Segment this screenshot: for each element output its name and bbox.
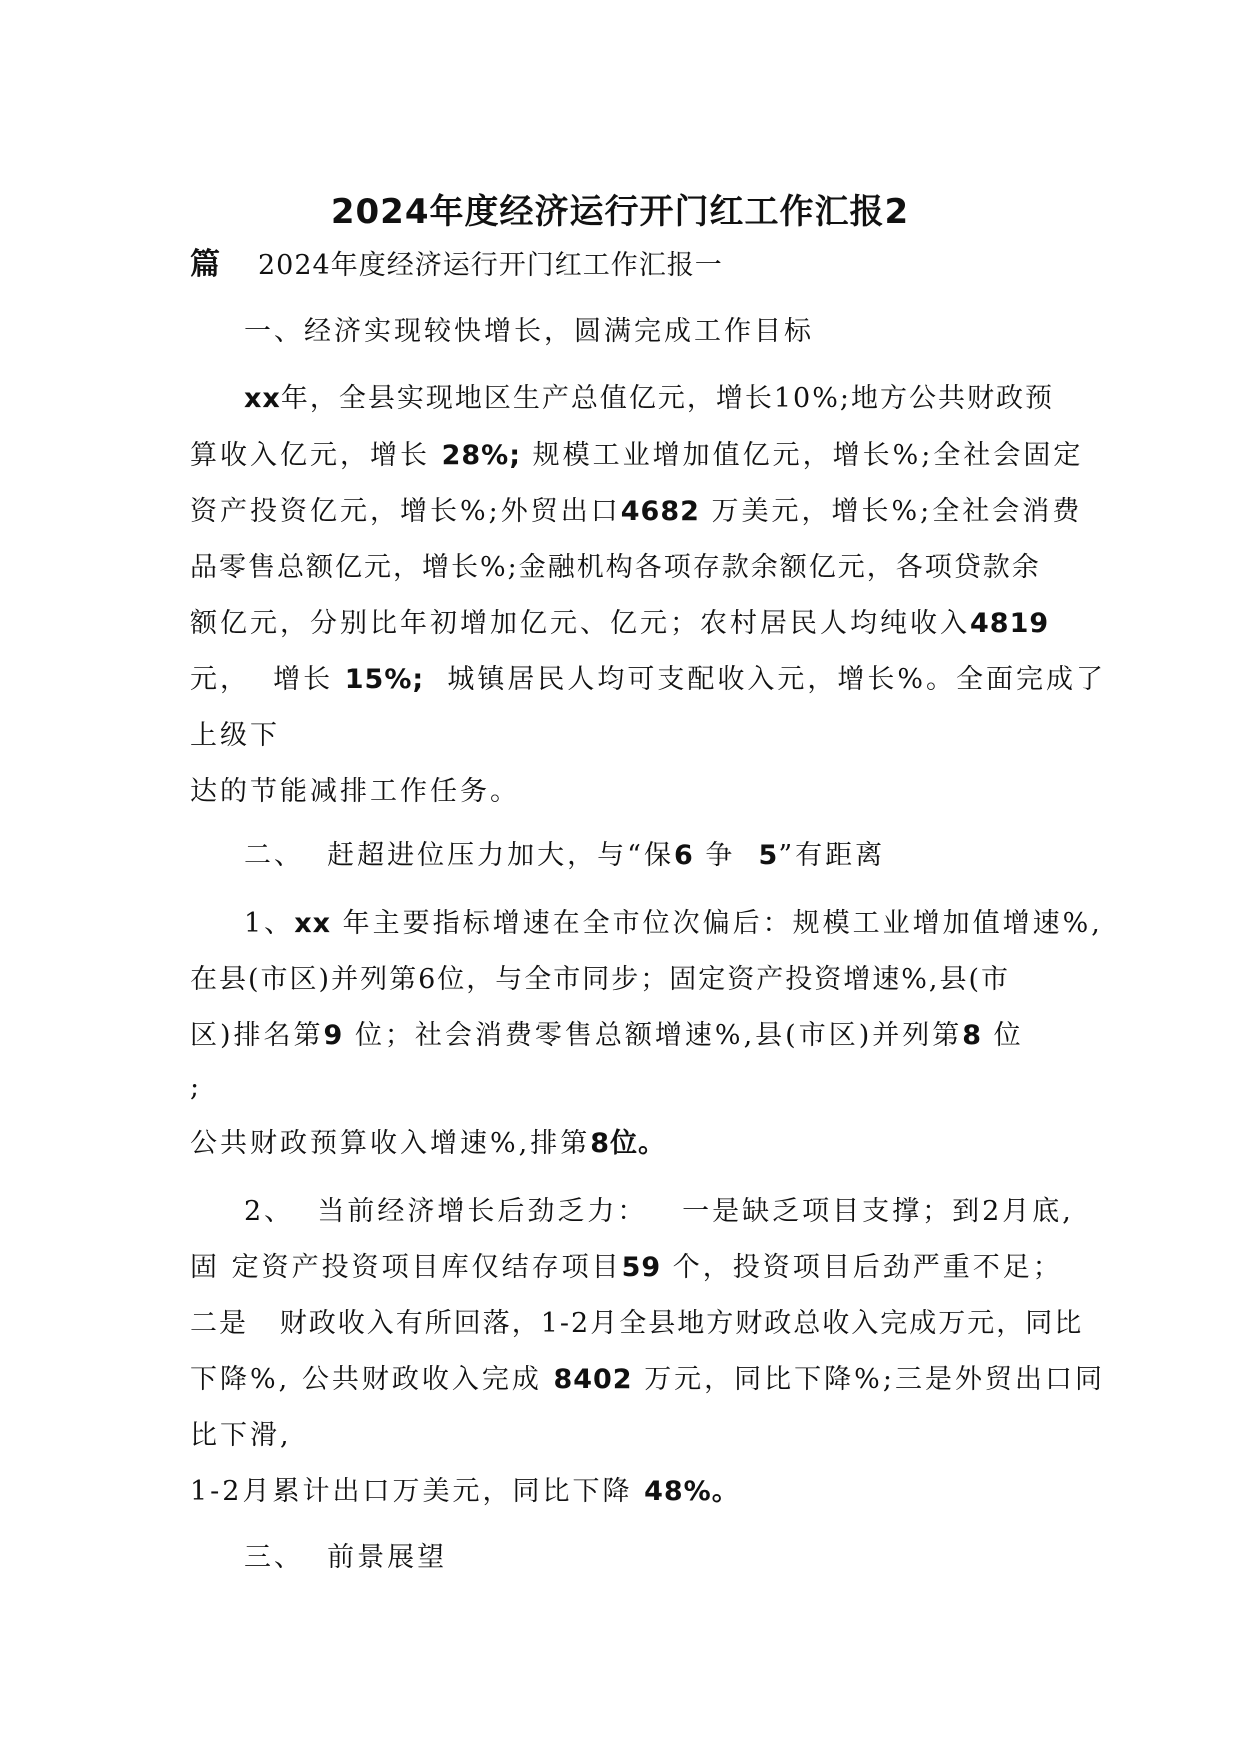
text-run: 资产投资亿元，增长%;外贸出口 (190, 496, 621, 527)
text-bold: 48%。 (644, 1476, 740, 1507)
subtitle: 2024年度经济运行开门红工作汇报一 (258, 250, 723, 281)
text-bold: 6 (673, 840, 694, 871)
section-2-heading (244, 842, 885, 869)
text-run: 城镇居民人均可支配收入元，增长%。全面完成了 (447, 664, 1107, 695)
text-run: 二、 (244, 840, 304, 871)
text-bold: 9 (323, 1020, 344, 1051)
text-run: 位；社会消费零售总额增速%,县(市区)并列第 (354, 1020, 963, 1051)
text-bold: 4682 (620, 496, 700, 527)
text-run: 二是 (190, 1308, 248, 1339)
subtitle-mark: 篇 (190, 247, 220, 282)
text-run: 争 (705, 840, 736, 871)
text-run: 万美元，增长%;全社会消费 (711, 496, 1083, 527)
text-run: 定资产投资项目库仅结存项目 (231, 1252, 622, 1283)
section-2-para-2-line-4 (190, 1366, 1105, 1393)
text-run: 增长 (273, 664, 334, 695)
section-2-para-1-line-2: 在县(市区)并列第6位，与全市同步；固定资产投资增速%,县(市 (190, 964, 1011, 995)
text-bold: 4819 (970, 608, 1050, 639)
text-run: 1-2月累计出口万美元，同比下降 (190, 1476, 633, 1507)
text-run: 算收入亿元，增长 (190, 440, 430, 471)
text-run: 固 (190, 1252, 220, 1283)
section-2-para-2-line-6 (190, 1478, 740, 1505)
text-run: 公共财政收入完成 (301, 1364, 542, 1395)
text-run: 财政收入有所回落，1-2月全县地方财政总收入完成万元，同比 (279, 1308, 1084, 1339)
text-run: 公共财政预算收入增速%,排第 (190, 1128, 591, 1159)
text-run: 个，投资项目后劲严重不足； (672, 1252, 1063, 1283)
section-1-line-4: 品零售总额亿元，增长%;金融机构各项存款余额亿元，各项贷款余 (190, 552, 1041, 583)
text-run: 赶超进位压力加大，与“保 (327, 840, 674, 871)
text-run: 前景展望 (327, 1542, 448, 1573)
section-1-heading: 一、经济实现较快增长，圆满完成工作目标 (244, 316, 814, 347)
text-bold: 8位。 (590, 1128, 667, 1159)
text-run: 区)排名第 (190, 1020, 324, 1051)
text-bold: xx (294, 908, 332, 939)
section-2-para-1-line-4: ; (190, 1072, 203, 1103)
text-run: 下降%, (190, 1364, 291, 1395)
text-run: 一是缺乏项目支撑；到2月底, (682, 1196, 1074, 1227)
text-bold: 8 (962, 1020, 983, 1051)
text-run: ”有距离 (778, 840, 886, 871)
text-bold: xx (244, 383, 281, 414)
text-bold: 59 (621, 1252, 662, 1283)
text-run: 万元，同比下降%;三是外贸出口同 (644, 1364, 1105, 1395)
text-run: 三、 (244, 1542, 304, 1573)
text-run: 规模工业增加值亿元，增长%;全社会固定 (532, 440, 1084, 471)
section-1-line-2 (190, 442, 1083, 469)
section-1-line-7: 上级下 (190, 720, 280, 751)
section-2-para-2-line-1 (244, 1198, 1074, 1225)
text-run: 年主要指标增速在全市位次偏后：规模工业增加值增速%, (342, 908, 1103, 939)
section-2-para-2-line-5: 比下滑, (190, 1420, 292, 1451)
text-bold: 28%; (441, 440, 522, 471)
section-2-para-2-line-2 (190, 1254, 1063, 1281)
section-1-line-5 (190, 610, 1049, 637)
text-bold: 8402 (553, 1364, 633, 1395)
text-run: 额亿元，分别比年初增加亿元、亿元；农村居民人均纯收入 (190, 608, 970, 639)
text-run: 元， (190, 664, 250, 695)
text-bold: 15%; (344, 664, 425, 695)
section-1-line-1 (244, 385, 1054, 412)
section-2-para-1-line-1 (244, 910, 1103, 937)
text-run: 当前经济增长后劲乏力： (317, 1196, 648, 1227)
text-run: 位 (993, 1020, 1024, 1051)
section-2-para-2-line-3 (190, 1310, 1083, 1337)
text-run: 1、 (244, 908, 295, 939)
text-run: 2、 (244, 1196, 295, 1227)
section-3-heading (244, 1544, 447, 1571)
text-bold: 5 (758, 840, 779, 871)
section-1-line-6 (190, 666, 1106, 693)
section-2-para-1-line-3 (190, 1022, 1024, 1049)
text-run: 年，全县实现地区生产总值亿元，增长10%;地方公共财政预 (280, 383, 1054, 414)
section-1-line-8: 达的节能减排工作任务。 (190, 776, 520, 807)
section-1-line-3 (190, 498, 1082, 525)
page-title: 2024年度经济运行开门红工作汇报2 (330, 192, 910, 232)
section-2-para-1-line-5 (190, 1130, 666, 1157)
